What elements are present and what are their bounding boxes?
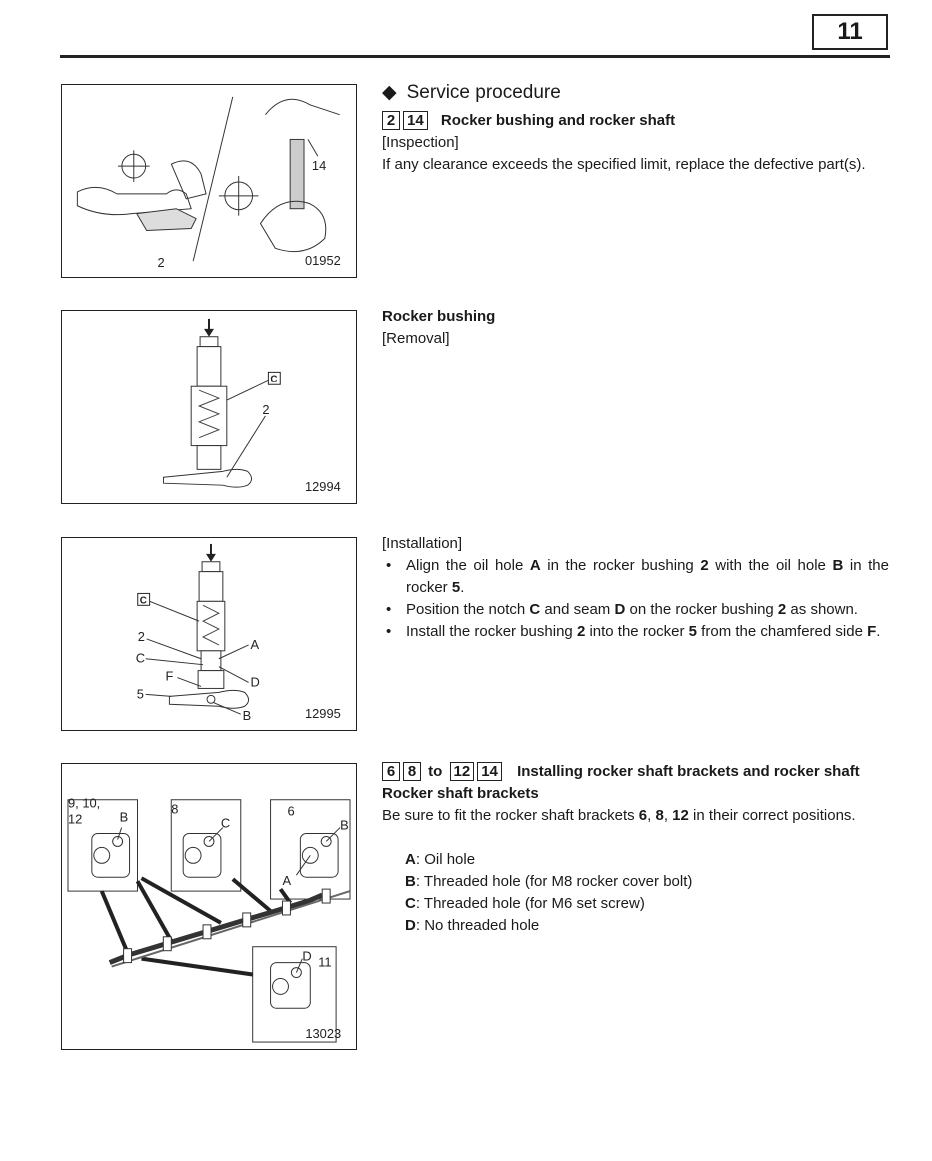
subheading-inspection: [Inspection] [382, 134, 459, 151]
figure-brackets [61, 763, 357, 1050]
diamond-icon: ◆ [382, 82, 397, 103]
figure-label: 6 [287, 803, 295, 819]
to-text: to [428, 763, 443, 780]
legend-item: C: Threaded hole (for M6 set screw) [405, 895, 645, 912]
header-rule [60, 55, 890, 58]
figure-label: 9, 10, [67, 795, 101, 811]
page-number: 11 [812, 14, 888, 50]
figure-removal [61, 310, 357, 504]
svg-text:C: C [270, 374, 278, 386]
figure-label: C [135, 650, 146, 666]
figure-label: 8 [171, 801, 179, 817]
subheading-removal: [Removal] [382, 330, 450, 347]
section-heading: Service procedure [406, 82, 561, 103]
figure-label: 12 [67, 811, 83, 827]
figure-label: 11 [318, 954, 332, 970]
figure-label: A [250, 636, 260, 652]
figure-label: 2 [157, 255, 165, 271]
removal-illustration [62, 311, 356, 503]
legend-item: A: Oil hole [405, 851, 476, 868]
figure-label: B [119, 809, 129, 825]
installation-illustration [62, 538, 356, 730]
ref-box: 2 [382, 111, 400, 130]
section-title: Rocker bushing and rocker shaft [440, 112, 676, 129]
figure-installation [61, 537, 357, 731]
inspection-illustration [62, 85, 356, 277]
figure-label: D [302, 948, 312, 964]
legend-item: B: Threaded hole (for M8 rocker cover bolt) [405, 873, 693, 890]
figure-label: A [282, 873, 292, 889]
figure-label: 5 [136, 686, 144, 702]
brackets-illustration [62, 764, 356, 1049]
ref-box: 14 [477, 762, 502, 781]
section-title: Installing rocker shaft brackets and rocker shaft [517, 763, 860, 780]
figure-label: 14 [311, 158, 327, 174]
subheading-installation: [Installation] [382, 535, 463, 552]
figure-label: 2 [137, 628, 145, 644]
figure-label: D [250, 674, 260, 690]
svg-text:C: C [139, 595, 147, 607]
figure-label: B [242, 708, 252, 724]
installation-step-2: • Position the notch C and seam D on the rocker bushing 2 as shown. [382, 599, 889, 621]
ref-box: 12 [450, 762, 475, 781]
ref-box: 14 [403, 111, 428, 130]
legend-item: D: No threaded hole [405, 917, 540, 934]
rocker-bushing-title: Rocker bushing [382, 308, 496, 325]
figure-number: 12994 [305, 479, 341, 495]
figure-label: B [340, 817, 349, 833]
figure-number: 01952 [305, 253, 341, 269]
figure-number: 13023 [305, 1026, 342, 1042]
inspection-body: If any clearance exceeds the specified limit, replace the defective part(s). [382, 156, 866, 173]
figure-inspection [61, 84, 357, 278]
ref-box: 8 [403, 762, 421, 781]
installation-step-1: • Align the oil hole A in the rocker bushing 2 with the oil hole B in the rocker 5. [382, 555, 889, 599]
figure-number: 12995 [305, 706, 341, 722]
installation-step-3: • Install the rocker bushing 2 into the rocker 5 from the chamfered side F. [382, 621, 889, 643]
section-subtitle: Rocker shaft brackets [382, 785, 539, 802]
figure-label: 2 [262, 401, 270, 417]
brackets-body: Be sure to fit the rocker shaft brackets 6, 8, 12 in their correct positions. [382, 807, 856, 824]
figure-label: F [165, 668, 174, 684]
ref-box: 6 [382, 762, 400, 781]
figure-label: C [220, 815, 231, 831]
